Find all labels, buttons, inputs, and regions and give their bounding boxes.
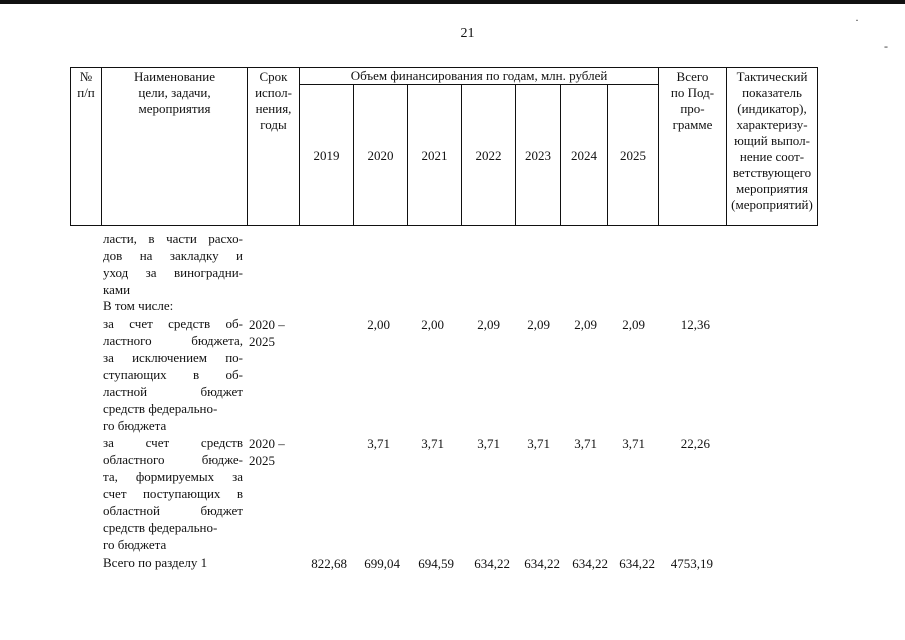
row2-name-line3: та, формируемых за (103, 469, 243, 484)
header-term-line2: испол- (255, 85, 292, 100)
header-indicator-line5: ющий выпол- (734, 133, 810, 148)
row2-value-2022: 3,71 (477, 436, 500, 451)
row1-name-line1: за счет средств об- (103, 316, 243, 331)
summary-value-2021: 694,59 (418, 556, 454, 571)
year-2023: 2023 (516, 85, 561, 226)
year-2024: 2024 (561, 85, 608, 226)
header-indicator-line3: (индикатор), (737, 101, 807, 116)
row2-value-2025: 3,71 (622, 436, 645, 451)
funding-table-header (70, 67, 818, 226)
year-2020: 2020 (354, 85, 408, 226)
summary-value-2025: 634,22 (619, 556, 655, 571)
row2-value-2023: 3,71 (527, 436, 550, 451)
header-term-line3: нения, (255, 101, 292, 116)
row2-name-line2: областного бюдже- (103, 452, 243, 467)
summary-value-2022: 634,22 (474, 556, 510, 571)
row2-period-line2: 2025 (249, 453, 275, 468)
row2-name-line1: за счет средств (103, 435, 243, 450)
page-top-edge (0, 0, 905, 4)
row1-value-2024: 2,09 (574, 317, 597, 332)
scan-speck: - (884, 39, 888, 53)
header-indicator-line8: мероприятия (735, 181, 808, 196)
header-total (659, 68, 727, 226)
year-2021: 2021 (408, 85, 462, 226)
header-indicator-line1: Тактический (736, 69, 808, 84)
summary-value-2020: 699,04 (364, 556, 400, 571)
header-name-line1: Наименование (134, 69, 215, 84)
row1-name-line6: средств федерально- (103, 401, 218, 416)
row2-name-line7: го бюджета (103, 537, 167, 552)
row1-period-line1: 2020 – (249, 317, 285, 332)
header-total-line4: грамме (672, 117, 713, 132)
year-2019: 2019 (300, 85, 354, 226)
row1-value-2025: 2,09 (622, 317, 645, 332)
row2-period-line1: 2020 – (249, 436, 285, 451)
row1-value-2022: 2,09 (477, 317, 500, 332)
header-indicator-line7: ветствующего (732, 165, 812, 180)
header-term-line1: Срок (259, 69, 288, 84)
row2-value-2020: 3,71 (367, 436, 390, 451)
row1-name-line3: за исключением по- (103, 350, 243, 365)
continued-text-line4: ками (103, 282, 131, 297)
header-number-line1: № (79, 69, 93, 84)
header-indicator-line6: нение соот- (739, 149, 805, 164)
row2-name-line4: счет поступающих в (103, 486, 243, 501)
row1-name-line5: ластной бюджет (103, 384, 243, 399)
summary-label: Всего по разделу 1 (103, 555, 208, 570)
year-2025: 2025 (608, 85, 659, 226)
header-term (248, 68, 300, 226)
including-label: В том числе: (103, 298, 174, 313)
row2-value-2021: 3,71 (421, 436, 444, 451)
row1-value-2021: 2,00 (421, 317, 444, 332)
header-indicator-line2: показатель (742, 85, 802, 100)
row2-value-2024: 3,71 (574, 436, 597, 451)
header-name (102, 68, 248, 226)
header-number (71, 68, 102, 226)
row1-value-2023: 2,09 (527, 317, 550, 332)
header-total-line3: про- (680, 101, 705, 116)
row1-value-2020: 2,00 (367, 317, 390, 332)
row1-name-line7: го бюджета (103, 418, 167, 433)
continued-text-line1: ласти, в части расхо- (103, 231, 243, 246)
header-name-line3: мероприятия (138, 101, 211, 116)
row1-name-line4: ступающих в об- (103, 367, 243, 382)
header-indicator (727, 68, 818, 226)
summary-value-2019: 822,68 (311, 556, 347, 571)
year-2022: 2022 (462, 85, 516, 226)
scan-speck: · (855, 13, 859, 27)
row1-name-line2: ластного бюджета, (103, 333, 243, 348)
continued-text-line3: уход за виноградни- (103, 265, 243, 280)
page-number: 21 (460, 26, 475, 41)
header-total-line2: по Под- (670, 85, 715, 100)
header-funding: Объем финансирования по годам, млн. рублей (300, 68, 659, 85)
row2-name-line6: средств федерально- (103, 520, 218, 535)
summary-total: 4753,19 (670, 556, 713, 571)
row1-total: 12,36 (680, 317, 710, 332)
row2-name-line5: областной бюджет (103, 503, 243, 518)
summary-value-2023: 634,22 (524, 556, 560, 571)
header-name-line2: цели, задачи, (138, 85, 211, 100)
header-term-line4: годы (260, 117, 287, 132)
header-total-line1: Всего (676, 69, 709, 84)
header-number-line2: п/п (77, 85, 95, 100)
row1-period-line2: 2025 (249, 334, 275, 349)
row2-total: 22,26 (680, 436, 710, 451)
continued-text-line2: дов на закладку и (103, 248, 243, 263)
summary-value-2024: 634,22 (572, 556, 608, 571)
header-indicator-line9: (мероприятий) (731, 197, 813, 212)
header-indicator-line4: характеризу- (736, 117, 808, 132)
